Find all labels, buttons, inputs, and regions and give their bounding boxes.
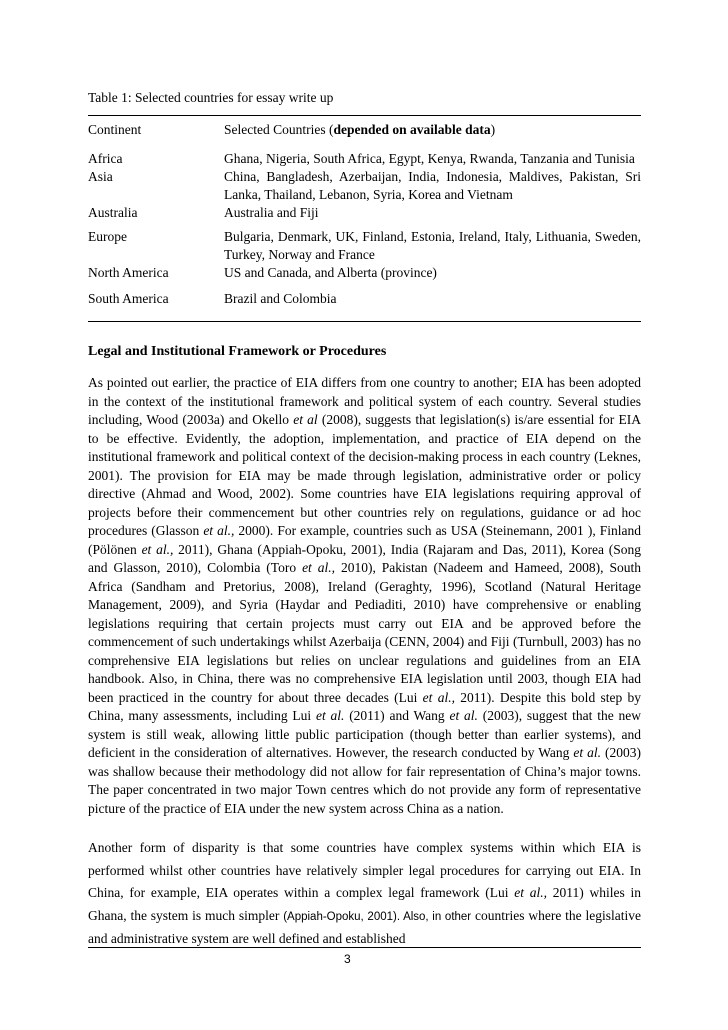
- text-run: 2011). Despite this bold step by China, many assessments, including Lui: [88, 689, 641, 723]
- header-countries: Selected Countries (depended on available data): [224, 122, 496, 137]
- table-row: [88, 282, 641, 308]
- text-run: 2011), Ghana (Appiah-Opoku, 2001), India (Rajaram and Das, 2011), Korea (Song and Glasson, 2010), Colombia (Toro: [88, 541, 642, 575]
- text-run: 2000). For example, countries such as USA (Steinemann, 2001 ), Finland (Pölönen: [88, 523, 642, 557]
- table-top-rule: [88, 115, 641, 116]
- row-continent: Africa: [88, 151, 123, 166]
- table-row: [88, 204, 641, 222]
- table-row: [88, 222, 641, 264]
- text-run: (2008), suggests that legislation(s) is/are essential for EIA to be effective. Evidently, the adoption, implementation, and practice of EIA depend on the institutional framework and political context of the decision-making process in each country (Leknes, 2001). The provision for EIA may be made through legislation, administrative order or policy directive (Ahmad and Wood, 2002). Some countries have EIA legislations requiring approval of projects before their commencement but other countries rely on regulations, guidance or ad hoc procedures (Glasson: [88, 412, 641, 538]
- table-caption: Table 1: Selected countries for essay write up: [88, 90, 334, 105]
- row-continent: Asia: [88, 169, 113, 184]
- header-countries-bold: depended on available data: [333, 122, 491, 137]
- italic-run: et al.,: [203, 523, 235, 538]
- paragraph-disparity: [88, 837, 641, 951]
- row-countries: Brazil and Colombia: [224, 291, 337, 306]
- text-run: 2010), Pakistan (Nadeem and Hameed, 2008), South Africa (Sandham and Pretorius, 2008), Ireland (Geraghty, 1996), Scotland (Natural Heritage Management, 2009), and Syria (Haydar and Pediaditi, 2010) have comprehensive or enabling legislations requiring that certain projects must carry out EIA and be approved before the commencement of such undertakings whilst Azerbaija (CENN, 2004) and Fiji (Turnbull, 2003) has no comprehensive EIA legislations but relies on unclear regulations and guidelines from an EIA handbook. Also, in China, there was no comprehensive EIA legislation until 2003, though EIA had been practiced in the country for about three decades (Lui: [88, 560, 642, 705]
- countries-table: [88, 121, 641, 308]
- text-run: 2011) whiles in Ghana, the system is much simpler: [88, 885, 642, 923]
- table-header-row: [88, 121, 641, 144]
- row-continent: Australia: [88, 205, 138, 220]
- row-continent: South America: [88, 291, 169, 306]
- row-continent: Europe: [88, 229, 127, 244]
- italic-run: et al.,: [422, 689, 455, 705]
- row-countries: Bulgaria, Denmark, UK, Finland, Estonia, Ireland, Italy, Lithuania, Sweden, Turkey, Norway and France: [224, 229, 641, 262]
- row-countries: US and Canada, and Alberta (province): [224, 265, 437, 280]
- text-run: Another form of disparity is that some countries have complex systems within which EIA is performed whilst other countries have relatively simpler legal procedures for carrying out EIA. In China, for example, EIA operates within a complex legal framework (Lui: [88, 840, 641, 900]
- table-row: [88, 144, 641, 168]
- footer-rule: [88, 947, 641, 948]
- italic-run: et al.,: [514, 885, 547, 900]
- text-run: As pointed out earlier, the practice of EIA differs from one country to another; EIA has been adopted in the context of the institutional framework and political system of each country. Several studies including, Wood (2003a) and Okello: [88, 375, 641, 427]
- paragraph-legal-framework: [88, 374, 641, 818]
- table-row: [88, 168, 641, 204]
- text-run: countries where the legislative and administrative system are well defined and established: [88, 907, 641, 946]
- section-heading: Legal and Institutional Framework or Procedures: [88, 344, 387, 359]
- italic-run: et al: [293, 412, 318, 427]
- table-row: [88, 264, 641, 282]
- italic-run: et al.,: [141, 541, 174, 557]
- text-run: (2011) and Wang: [344, 708, 450, 723]
- text-run: (2003) was shallow because their methodology did not allow for fair representation of China’s major towns. The paper concentrated in two major Town centres which do not provide any form of representative picture of the practice of EIA under the new system across China as a nation.: [88, 745, 641, 816]
- italic-run: et al.: [449, 708, 478, 723]
- italic-run: et al.: [573, 745, 601, 760]
- text-run: (Appiah-Opoku, 2001). Also, in other: [283, 910, 472, 923]
- row-countries: Ghana, Nigeria, South Africa, Egypt, Kenya, Rwanda, Tanzania and Tunisia: [224, 151, 635, 166]
- row-continent: North America: [88, 265, 169, 280]
- italic-run: et al.: [315, 708, 345, 723]
- page-number: 3: [344, 952, 351, 966]
- italic-run: et al.,: [302, 560, 336, 575]
- row-countries: China, Bangladesh, Azerbaijan, India, Indonesia, Maldives, Pakistan, Sri Lanka, Thailand, Lebanon, Syria, Korea and Vietnam: [224, 169, 641, 202]
- header-continent: Continent: [88, 122, 142, 137]
- table-bottom-rule: [88, 321, 641, 322]
- row-countries: Australia and Fiji: [224, 205, 319, 220]
- text-run: (2003), suggest that the new system is still weak, allowing little public participation (though better than earlier systems), and deficient in the consideration of alternatives. However, the research conducted by Wang: [88, 708, 641, 760]
